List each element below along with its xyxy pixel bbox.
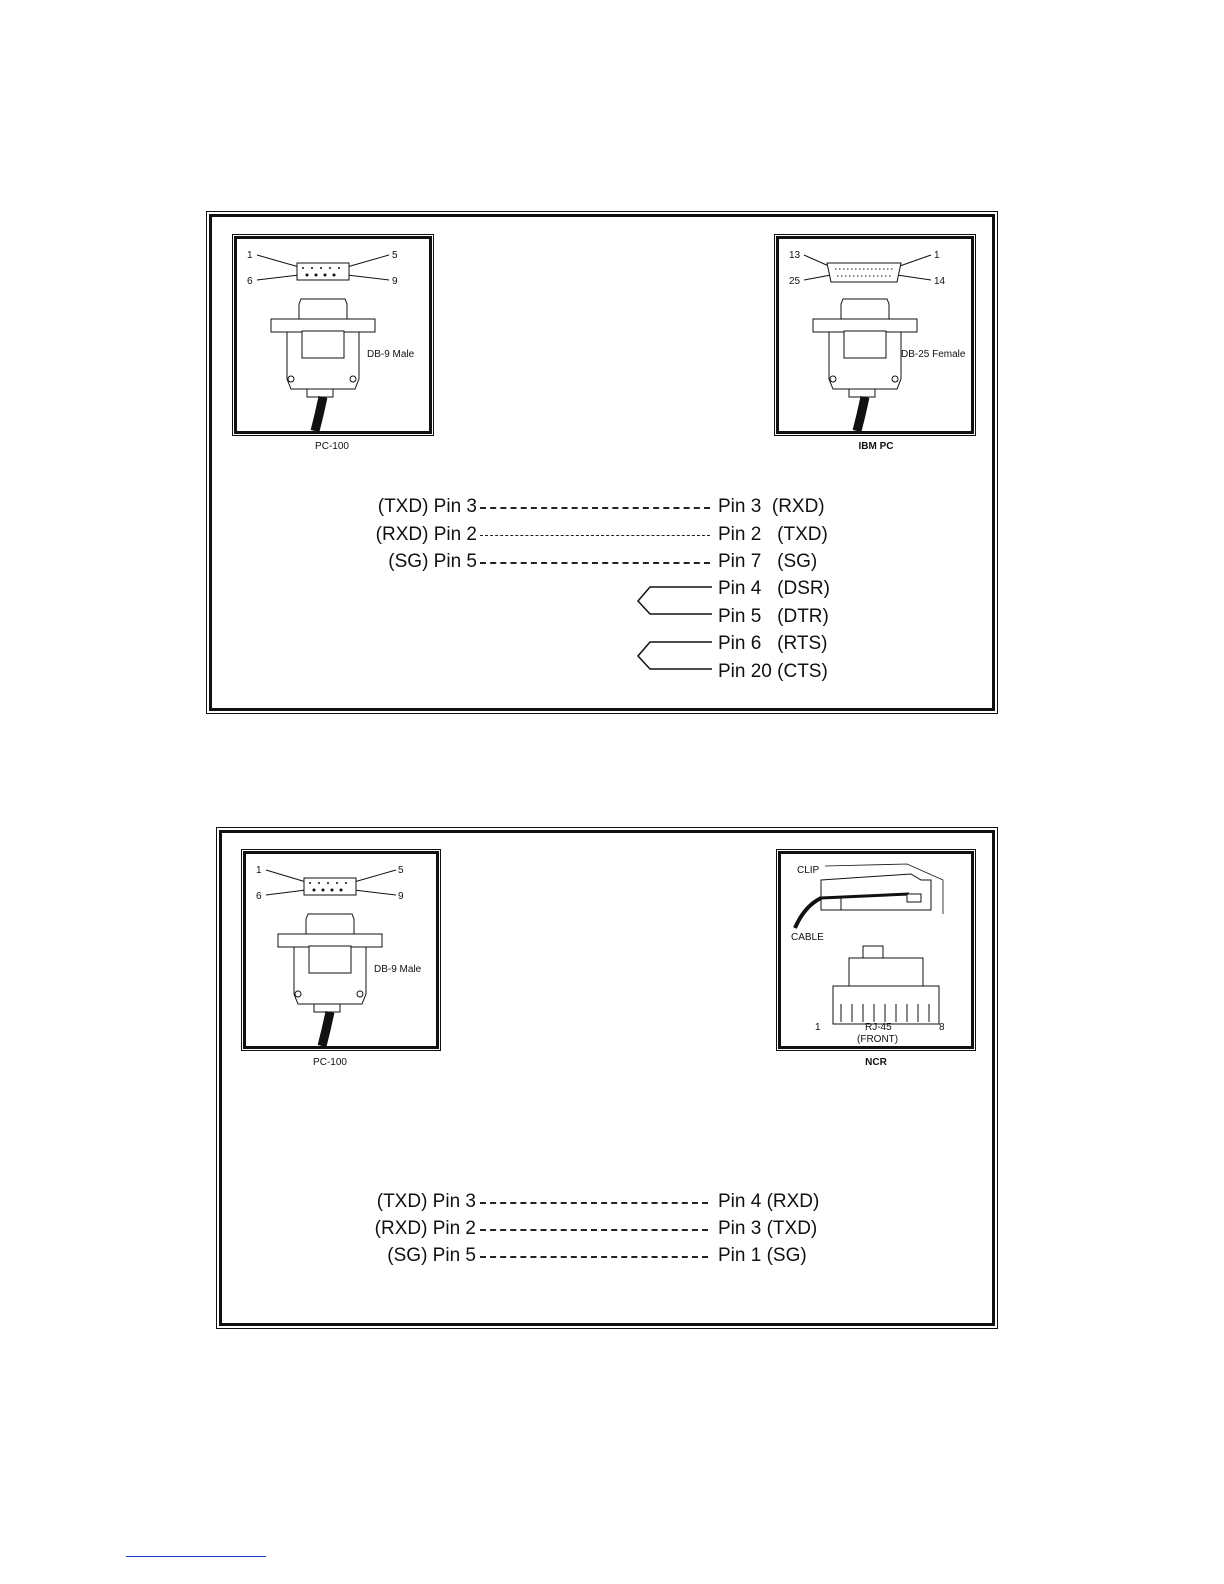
wire-line: [480, 535, 710, 536]
wiring-row: [222, 1189, 998, 1215]
wire-line: [480, 1229, 708, 1231]
connector-type-label: DB-9 Male: [367, 349, 415, 360]
db9-connector-drawing: [246, 854, 436, 1046]
connector-type-label: DB-25 Female: [901, 349, 966, 360]
loopback-pin-a: Pin 4 (DSR): [718, 578, 830, 599]
pin-label: 25: [789, 276, 801, 287]
wiring-left-pin: (TXD) Pin 3: [377, 496, 477, 517]
connector-type-label: DB-9 Male: [374, 964, 422, 975]
pin-label: 6: [256, 891, 262, 902]
pin-label: 9: [392, 276, 398, 287]
db9-connector-illustration: [234, 236, 432, 434]
wiring-row: [222, 1243, 998, 1269]
wire-line: [480, 507, 710, 509]
loopback-pin-b: Pin 5 (DTR): [718, 606, 829, 627]
wiring-diagram-ibm-pc: [209, 214, 995, 711]
connector-caption: PC-100: [315, 441, 349, 452]
db25-connector-illustration: [776, 236, 974, 434]
pin-label: 14: [934, 276, 946, 287]
pin-label: 13: [789, 250, 801, 261]
wiring-right-pin: Pin 7 (SG): [718, 551, 818, 572]
wiring-left-pin: (RXD) Pin 2: [375, 524, 477, 545]
connector-caption: IBM PC: [858, 441, 894, 452]
db9-connector-drawing: [237, 239, 429, 431]
pin-label: 6: [247, 276, 253, 287]
db25-connector-drawing: [779, 239, 971, 431]
pin-label: 9: [398, 891, 404, 902]
pin-label: 1: [247, 250, 253, 261]
wiring-right-pin: Pin 1 (SG): [718, 1245, 807, 1266]
wiring-left-pin: (SG) Pin 5: [387, 1245, 476, 1266]
wire-line: [480, 1256, 708, 1258]
pin-label: 1: [256, 865, 262, 876]
cable-label: CABLE: [791, 932, 824, 943]
wiring-right-pin: Pin 3 (TXD): [718, 1218, 818, 1239]
wiring-left-pin: (RXD) Pin 2: [374, 1218, 476, 1239]
rj45-connector-drawing: [781, 854, 971, 1046]
wiring-right-pin: Pin 4 (RXD): [718, 1191, 820, 1212]
rj45-connector-illustration: [778, 851, 974, 1049]
loopback-jumper: [632, 638, 714, 678]
pin-label: 5: [392, 250, 398, 261]
wiring-left-pin: (TXD) Pin 3: [376, 1191, 476, 1212]
pin-label: 1: [815, 1022, 821, 1033]
connector-caption: NCR: [865, 1057, 887, 1068]
wiring-row: [222, 1216, 998, 1242]
db9-connector-illustration: [243, 851, 439, 1049]
wiring-left-pin: (SG) Pin 5: [388, 551, 477, 572]
loopback-pin-b: Pin 20 (CTS): [718, 661, 828, 682]
connector-caption: PC-100: [313, 1057, 347, 1068]
wiring-right-pin: Pin 2 (TXD): [718, 524, 828, 545]
wiring-row: [212, 494, 998, 520]
clip-label: CLIP: [797, 865, 820, 876]
loopback-pin-a: Pin 6 (RTS): [718, 633, 828, 654]
wiring-row: [212, 522, 998, 548]
footnote-separator: [126, 1556, 266, 1557]
wiring-diagram-ncr: [219, 830, 995, 1326]
wiring-right-pin: Pin 3 (RXD): [718, 496, 825, 517]
pin-label: 1: [934, 250, 940, 261]
wire-line: [480, 1202, 708, 1204]
loopback-jumper: [632, 583, 714, 623]
wire-line: [480, 562, 710, 564]
wiring-row: [212, 549, 998, 575]
connector-type-label: RJ-45: [865, 1022, 892, 1033]
pin-label: 5: [398, 865, 404, 876]
front-label: (FRONT): [857, 1034, 899, 1045]
pin-label: 8: [939, 1022, 945, 1033]
